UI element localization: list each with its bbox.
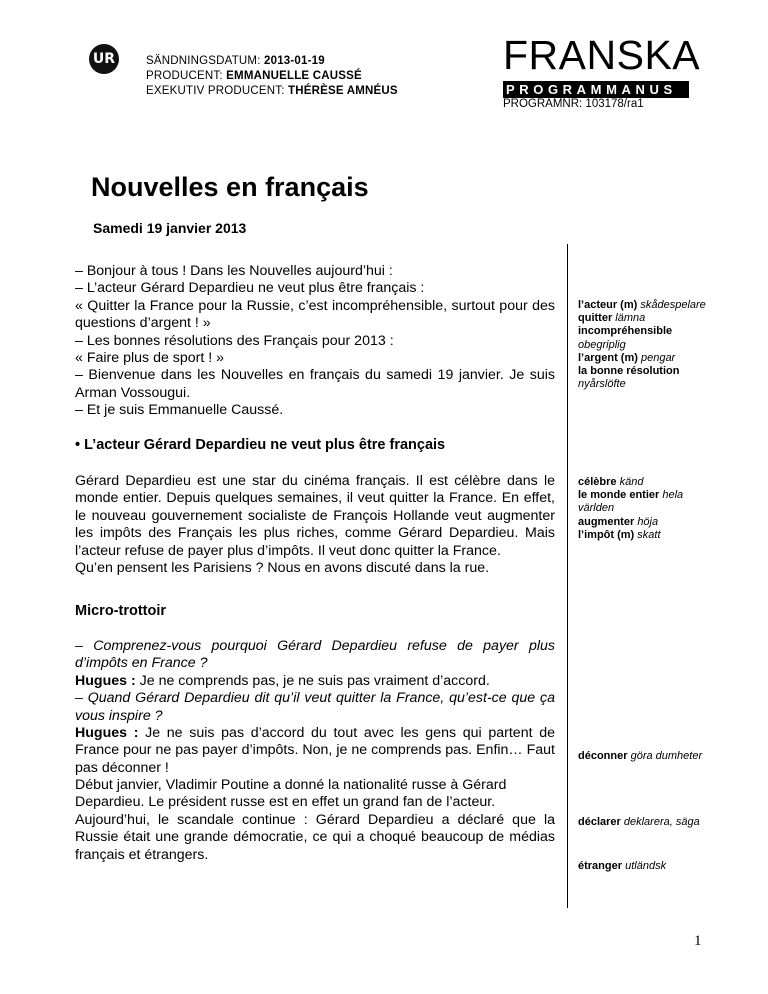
intro-line: « Quitter la France pour la Russie, c’est incompréhensible, surtout pour des questions d’argent ! »: [75, 297, 555, 332]
gloss-entry: le monde entier hela världen: [578, 489, 684, 515]
micro-heading: Micro-trottoir: [75, 603, 167, 619]
intro-line: – Bonjour à tous ! Dans les Nouvelles aujourd’hui :: [75, 263, 393, 279]
intro-line: – Les bonnes résolutions des Français pour 2013 :: [75, 332, 394, 349]
gloss-entry: la bonne résolution nyårslöfte: [578, 365, 680, 391]
column-divider: [567, 244, 568, 908]
gloss-entry: déclarer deklarera, säga: [578, 816, 700, 828]
gloss-entry: l’acteur (m) skådespelare: [578, 299, 706, 311]
paragraph: Qu’en pensent les Parisiens ? Nous en avons discuté dans la rue.: [75, 560, 490, 577]
meta-row-exec-producer: EXEKUTIV PRODUCENT: THÉRÈSE AMNÉUS: [146, 85, 398, 97]
section-heading: • L’acteur Gérard Depardieu ne veut plus être français: [75, 437, 446, 453]
meta-row-producer: PRODUCENT: EMMANUELLE CAUSSÉ: [146, 70, 362, 82]
gloss-entry: étranger utländsk: [578, 860, 667, 872]
glossary-5: [578, 860, 738, 873]
intro-block: [75, 263, 555, 420]
broadcast-meta: [146, 54, 398, 99]
page-title: Nouvelles en français: [91, 172, 369, 202]
intro-line: « Faire plus de sport ! »: [75, 350, 225, 367]
gloss-entry: augmenter höja: [578, 515, 659, 528]
intro-line: – Et je suis Emmanuelle Caussé.: [75, 402, 284, 419]
question: – Quand Gérard Depardieu dit qu’il veut quitter la France, qu’est-ce que ça vous inspire ?: [75, 690, 555, 724]
micro-body: [75, 638, 555, 777]
glossary-1: [578, 299, 738, 391]
section1-body: [75, 473, 555, 577]
page-date: Samedi 19 janvier 2013: [93, 220, 247, 236]
intro-line: – Bienvenue dans les Nouvelles en français du samedi 19 janvier. Je suis Arman Vossougui.: [75, 367, 555, 401]
gloss-entry: l’argent (m) pengar: [578, 351, 676, 364]
gloss-entry: l’impôt (m) skatt: [578, 528, 661, 541]
answer: Hugues : Je ne suis pas d’accord du tout avec les gens qui partent de France pour ne pas payer d’impôts. Non, je ne comprends pas. Enfin… Faut pas déconner !: [75, 725, 555, 776]
paragraph: Gérard Depardieu est une star du cinéma français. Il est célèbre dans le monde entier. Depuis quelques semaines, il veut quitter la France. En effet, le nouveau gouvernement socialiste de François Hollande veut augmenter les impôts des Français les plus riches, comme Gérard Depardieu. Mais l’acteur refuse de payer plus d’impôts. Il veut donc quitter la France.: [75, 473, 555, 559]
gloss-entry: déconner göra dumheter: [578, 750, 703, 762]
answer: Hugues : Je ne comprends pas, je ne suis pas vraiment d’accord.: [75, 672, 490, 689]
paragraph: Aujourd’hui, le scandale continue : Gérard Depardieu a déclaré que la Russie était une grande démocratie, ce qui a choqué beaucoup de médias français et étrangers.: [75, 811, 555, 863]
intro-line: – L’acteur Gérard Depardieu ne veut plus être français :: [75, 280, 425, 297]
gloss-entry: quitter lämna: [578, 312, 646, 325]
gloss-entry: incompréhensible obegriplig: [578, 325, 673, 351]
gloss-entry: célèbre känd: [578, 476, 644, 488]
brand-title: FRANSKA: [503, 32, 701, 78]
glossary-4: [578, 816, 738, 829]
question: – Comprenez-vous pourquoi Gérard Depardieu refuse de payer plus d’impôts en France ?: [75, 638, 555, 672]
glossary-2: [578, 476, 738, 542]
glossary-3: [578, 750, 738, 763]
page-number: 1: [694, 933, 702, 949]
paragraph: Début janvier, Vladimir Poutine a donné la nationalité russe à Gérard Depardieu. Le président russe est en effet un grand fan de l’acteur.: [75, 777, 507, 811]
closing-body: [75, 777, 555, 864]
meta-row-date: SÄNDNINGSDATUM: 2013-01-19: [146, 55, 325, 67]
programmanus-bar: PROGRAMMANUS: [503, 81, 689, 98]
ur-logo: UR: [89, 44, 119, 74]
program-number: PROGRAMNR: 103178/ra1: [503, 98, 644, 110]
